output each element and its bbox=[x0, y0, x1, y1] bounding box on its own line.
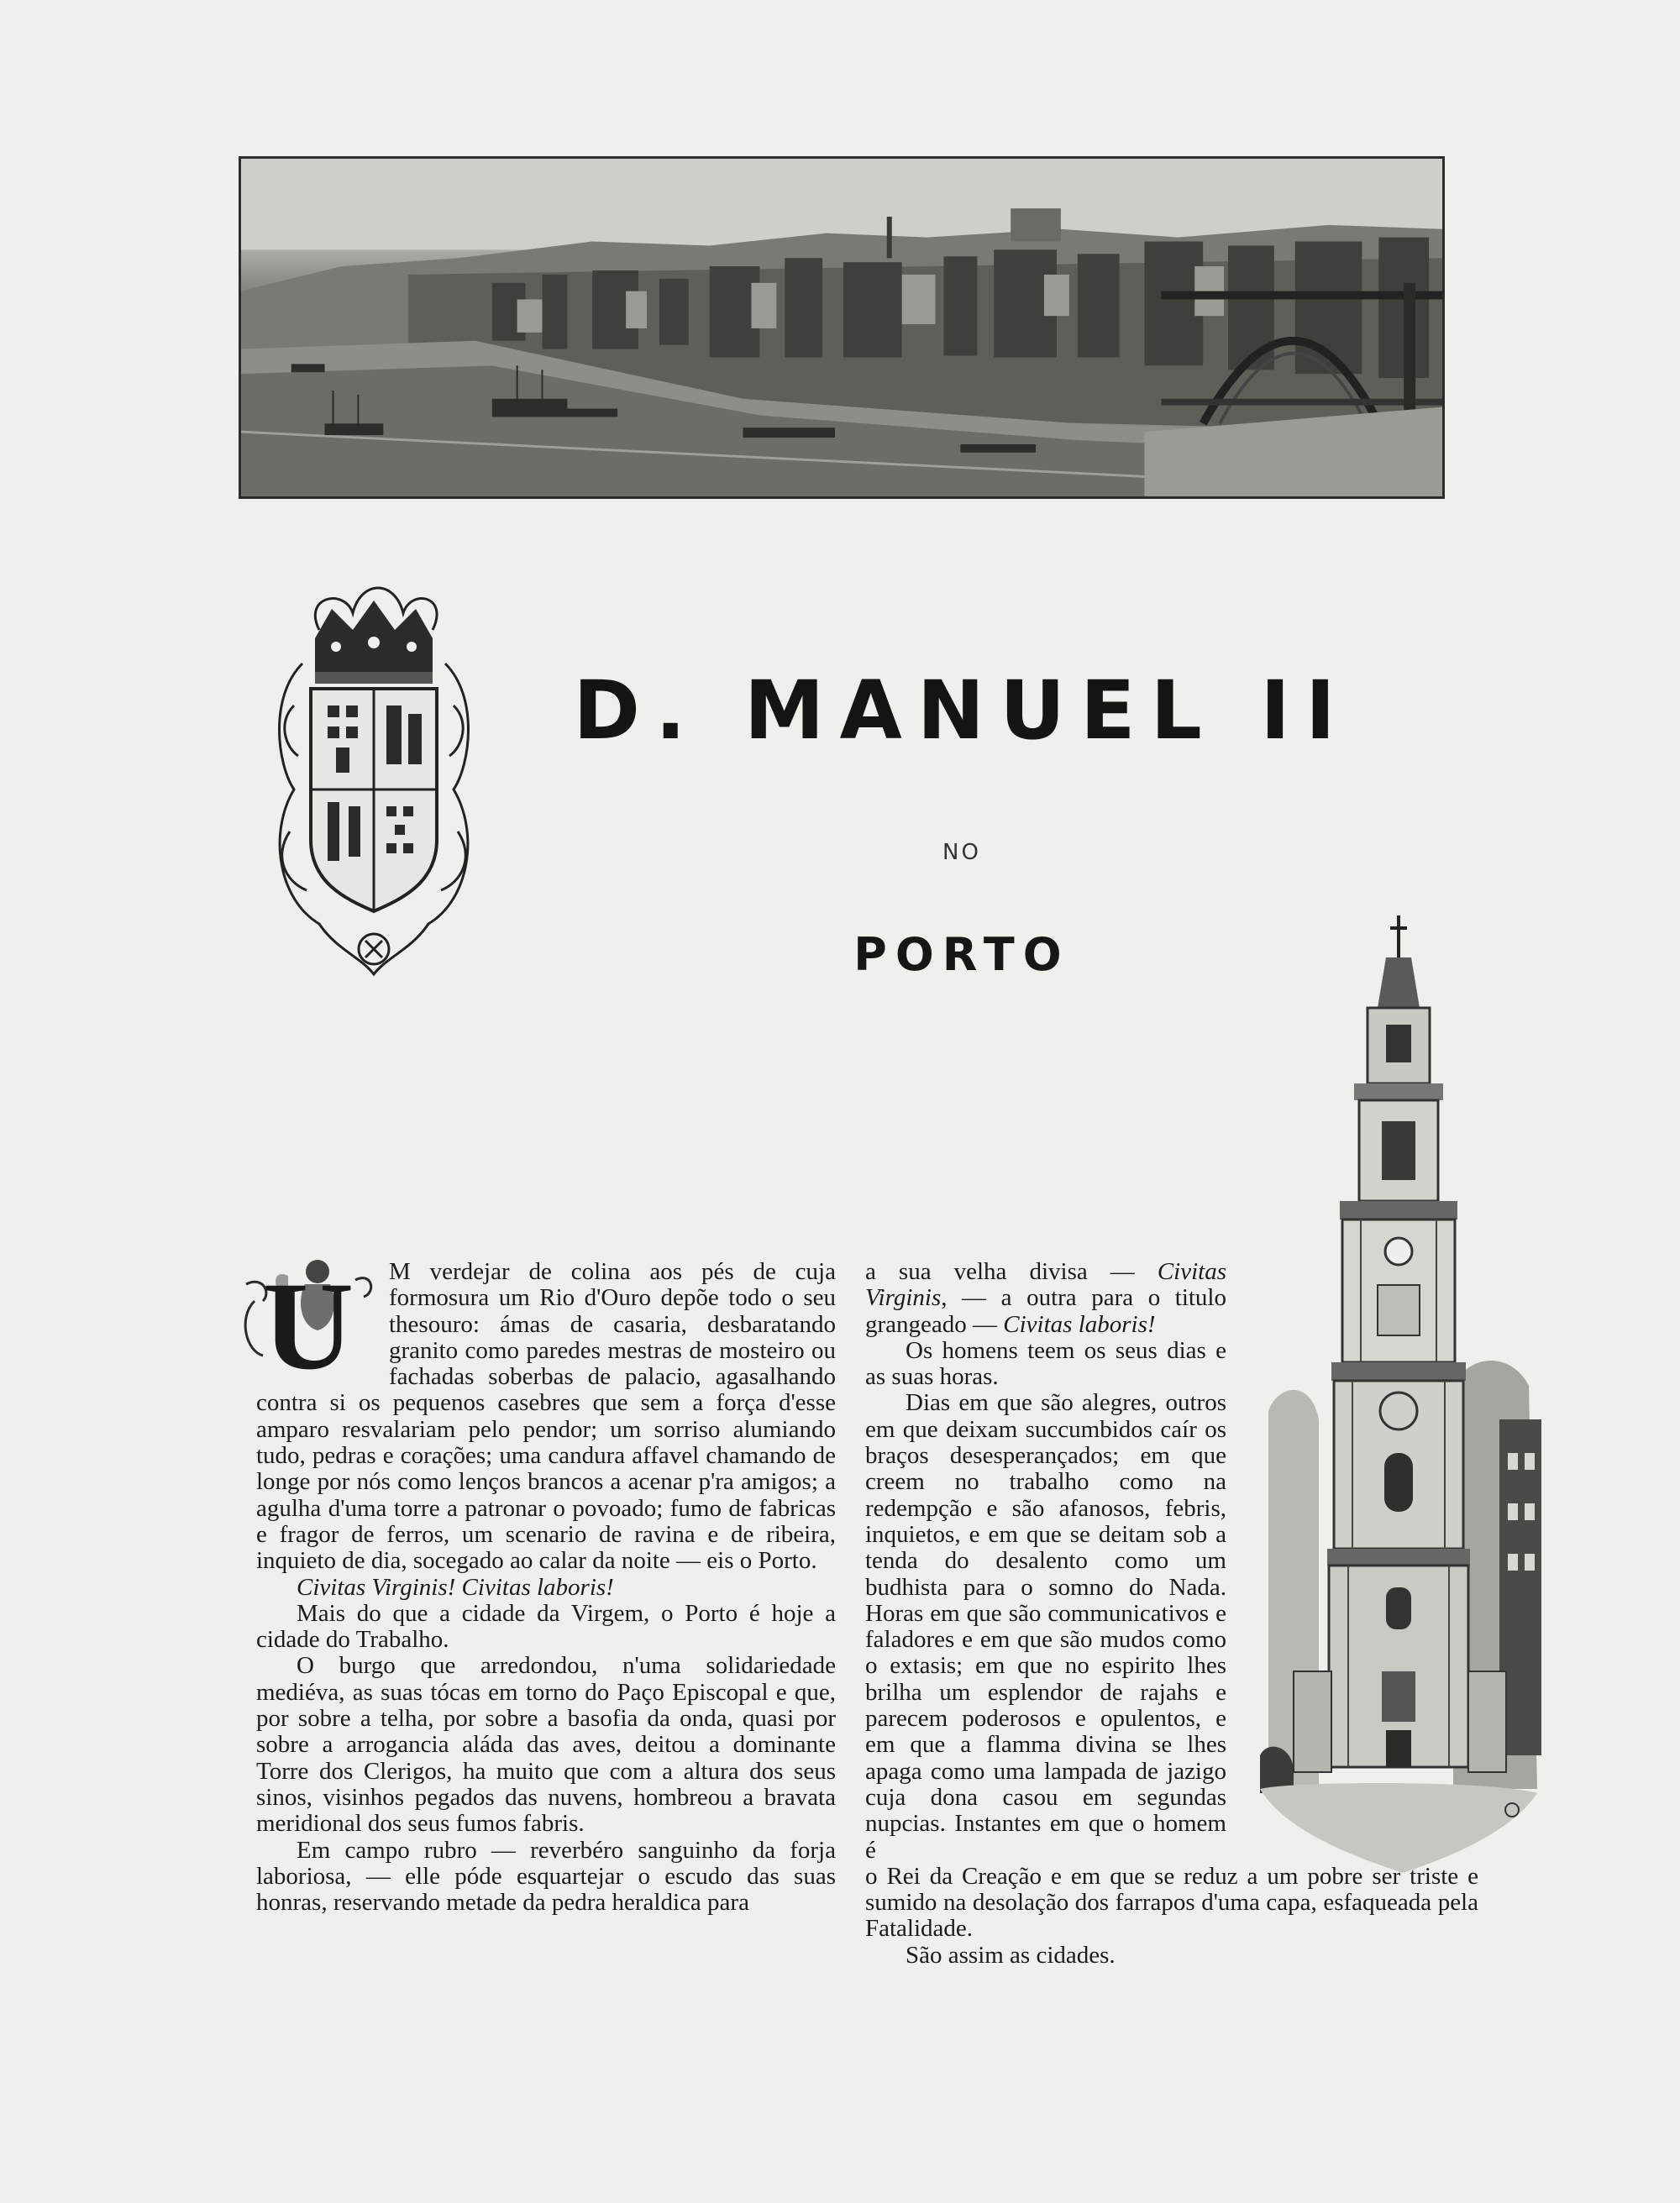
col2-p1-motto-laboris: Civitas laboris! bbox=[1003, 1310, 1156, 1338]
col1-paragraph-2 bbox=[256, 1575, 836, 1601]
col2-paragraph-4: São assim as cidades. bbox=[906, 1941, 1116, 1969]
col2-wide-block bbox=[865, 1864, 1478, 1969]
latin-motto: Civitas Virginis! Civitas laboris! bbox=[297, 1573, 614, 1601]
porto-panorama-photo bbox=[239, 156, 1445, 499]
col2-p1-text-c: , — a outra para o titulo grangeado — bbox=[865, 1284, 1226, 1338]
article-title: D. MANUEL II bbox=[573, 664, 1351, 758]
col2-paragraph-1 bbox=[865, 1259, 1226, 1338]
col2-p1-motto-virginis: Civitas Virginis bbox=[865, 1258, 1226, 1312]
col2-paragraph-3-continued: o Rei da Creação e em que se reduz a um pobre ser triste e sumido na desolação dos farrapos d'uma capa, esfaqueada pela Fatalidade. bbox=[865, 1862, 1478, 1943]
col1-paragraph-1: M verdejar de colina aos pés de cuja formosura um Rio d'Ouro depõe todo o seu thesouro: ámas de casaria, desbaratando granito como paredes mestras de mosteiro ou fachadas soberbas de palacio, agasalhando contra si os pequenos casebres que sem a força d'esse amparo resvalariam pelo pendor; um sorriso alumiando tudo, pedras e corações; uma candura affavel chamando de longe por nós como lenços brancos a acenar p'ra amigos; a agulha d'uma torre a patronar o povoado; fumo de fabricas e fragor de ferros, um scenario de ravina e de ribeira, inquieto de dia, socegado ao calar da noite — eis o Porto. bbox=[256, 1258, 836, 1575]
col1-paragraph-3: Mais do que a cidade da Virgem, o Porto é hoje a cidade do Trabalho. bbox=[256, 1599, 836, 1654]
col1-paragraph-4: O burgo que arredondou, n'uma solidariedade mediéva, as suas tócas em torno do Paço Episcopal e que, por sobre a telha, por sobre a basofia da onda, quasi por sobre a arrogancia aláda das aves, deitou a dominante Torre dos Clerigos, ha muito que com a altura dos seus sinos, visinhos pegados das nuvens, hombreou a bravata meridional dos seus fumos fabris. bbox=[256, 1652, 836, 1838]
text-column-right bbox=[865, 1258, 1478, 1969]
dropcap-u-illustration bbox=[238, 1251, 379, 1377]
article-subtitle: PORTO bbox=[853, 928, 1070, 981]
dropcap-letter: U bbox=[262, 1256, 354, 1377]
col2-paragraph-2: Os homens teem os seus dias e as suas horas. bbox=[865, 1336, 1226, 1391]
col2-p1-text-a: a sua velha divisa — bbox=[865, 1258, 1158, 1285]
text-column-left bbox=[256, 1256, 836, 1917]
porto-coat-of-arms bbox=[269, 580, 479, 983]
col1-paragraph-5: Em campo rubro — reverbéro sanguinho da forja laboriosa, — elle póde esquartejar o escudo das suas honras, reservando metade da pedra heraldica para bbox=[256, 1836, 836, 1917]
torre-dos-clerigos-illustration bbox=[1260, 915, 1550, 1873]
title-connector: NO bbox=[942, 840, 981, 865]
col2-paragraph-3: Dias em que são alegres, outros em que deixam succumbidos caír os braços desesperançados; em que creem no trabalho como na redempção e são afanosos, febris, inquietos, e em que se deitam sob a tenda do desalento como um budhista para o somno do Nada. Horas em que são communicativos e faladores e em que são mudos como o extasis; em que no espirito lhes brilha um esplendor de rajahs e parecem poderosos e opulentos, e em que a flamma divina se lhes apaga como uma lampada de jazigo cuja dona casou em segundas nupcias. Instantes em que o homem é bbox=[865, 1389, 1226, 1864]
